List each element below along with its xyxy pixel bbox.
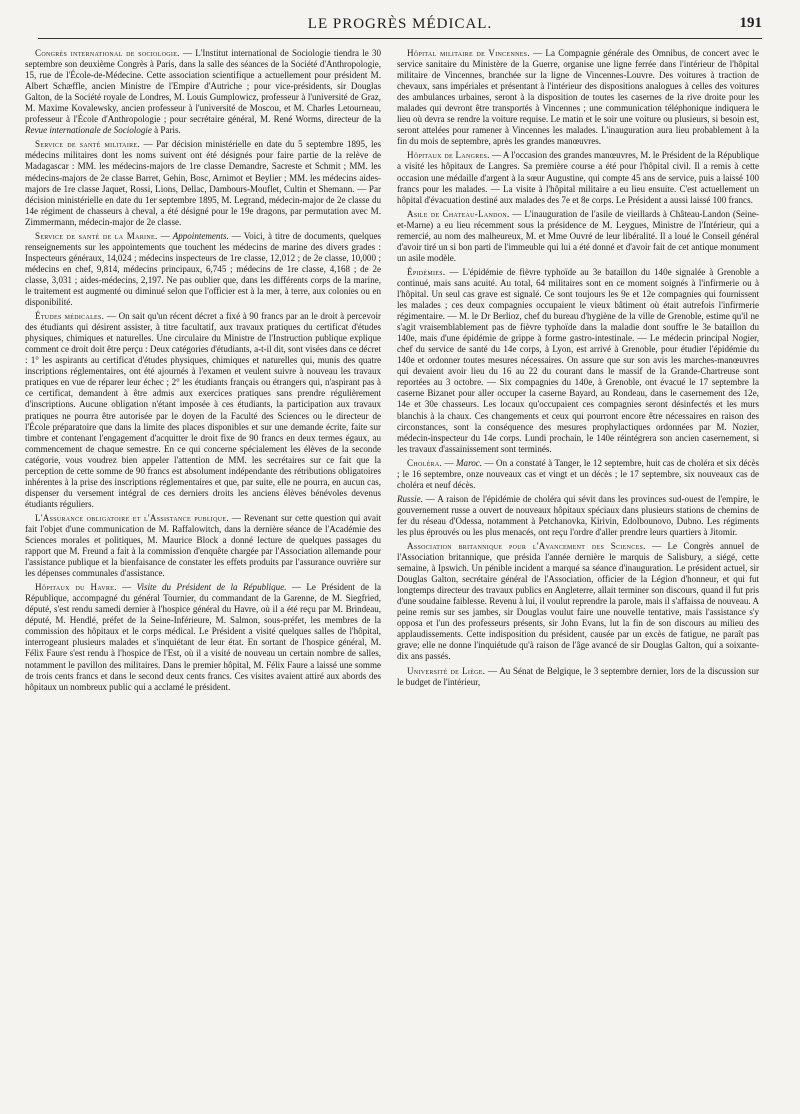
article-heading: L'Assurance obligatoire et l'Assistance publique.	[35, 512, 229, 523]
article-text: — On sait qu'un récent décret a fixé à 90 francs par an le droit à percevoir des étudiants qui désirent assister, à titre facultatif, aux travaux pratiques du certificat d'études physiques, chimiques et naturelles. Une circulaire du Ministre de l'Instruction publique explique comment ce droit doit être perçu : Deux catégories d'étudiants, a-t-il dit, sont visées dans ce décret : 1° les aspirants au certificat d'études physiques, chimiques et naturelles qui, munis des quatre inscriptions réglementaires, ont été ajournés à l'examen et veulent suivre à nouveau les travaux pratiques en vue de réparer leur échec ; 2° les étudiants français ou étrangers qui, n'aspirant pas à ce certificat, demandent à être admis aux exercices pratiques sans prendre régulièrement d'inscriptions. Aucune obligation n'étant imposée à ces étudiants, la participation aux travaux pratiques ne pourra être autorisée par le doyen de la Faculté des Sciences ou le directeur de l'École préparatoire que dans la limite des places disponibles et sur une demande écrite, faite sur timbre et contenant l'engagement d'acquitter le droit fixe de 90 francs en deux termes égaux, au commencement de chaque semestre. En ce qui concerne spécialement les élèves de la seconde catégorie, vous voudrez bien appeler l'attention de MM. les secrétaires sur ce fait que la perception de cette somme de 90 francs est absolument indépendante des rétributions obligatoires inhérentes à la prise des inscriptions réglementaires et que, par suite, elle ne pourra, en aucun cas, dispenser du versement intégral de ces derniers droits les anciens élèves bénévoles devenus étudiants réguliers.	[25, 311, 381, 509]
article-heading: Asile de Chateau-Landon.	[407, 208, 510, 219]
article-paragraph	[397, 267, 759, 455]
article-paragraph	[397, 458, 759, 491]
article-text: — Le Président de la République, accompagné du général Tournier, du commandant de la Garenne, de M. Siegfried, député, s'est rendu samedi dernier à l'hospice général du Havre, où il a été reçu par M. Brindeau, député, M. Hendlé, préfet de la Seine-Inférieure, M. Salmon, sous-préfet, les membres de la commission des hôpitaux et le corps médical. Le Président a visité quelques salles de l'hôpital, interrogeant plusieurs malades et s'inquiétant de leur état. En sortant de l'hospice général, M. Félix Faure s'est rendu à l'hospice de l'Est, où il a visité de nouveau un certain nombre de salles, notamment le pavillon des militaires. Dans le premier hôpital, M. Félix Faure a laissé une somme de trois cents francs et dans le second deux cents francs. Ces visites avaient attiré aux abords des hôpitaux un nombreux public qui a acclamé le président.	[25, 582, 381, 692]
article-heading: Choléra.	[407, 457, 443, 468]
article-paragraph	[25, 231, 381, 308]
article-text: — On a constaté à Tanger, le 12 septembre, huit cas de choléra et six décès ; le 16 septembre, onze nouveaux cas et vingt et un décès ; le 17 septembre, six nouveaux cas de choléra et neuf décès.	[397, 457, 759, 490]
article-text: — Revenant sur cette question qui avait fait l'objet d'une communication de M. Raffalowitch, dans la dernière séance de l'Académie des Sciences morales et politiques, M. Maurice Block a donné lecture de quelques passages du rapport que M. Freund a fait à la commission d'enquête chargée par l'Association allemande pour l'assistance publique et la bienfaisance de constater les effets produits par l'assurance ouvrière sur les dépenses communales d'assistance.	[25, 512, 381, 579]
article-text: —	[442, 457, 457, 468]
article-paragraph	[397, 666, 759, 688]
article-paragraph	[397, 541, 759, 663]
article-paragraph	[25, 513, 381, 579]
article-heading: Épidémies.	[407, 266, 446, 277]
right-column	[397, 48, 759, 1102]
article-subheading: Russie.	[397, 493, 423, 504]
article-paragraph	[397, 494, 759, 538]
article-paragraph	[397, 209, 759, 264]
article-heading: Hôpital militaire de Vincennes.	[407, 48, 530, 58]
article-subheading: Revue internationale de Sociologie	[25, 125, 152, 136]
article-text: — A l'occasion des grandes manœuvres, M. le Président de la République a visité les hôpitaux de Langres. Sa première course a été pour l'hôpital civil. Il a remis à cette occasion une médaille d'argent à la sœur Augustine, qui compte 45 ans de service, puis a laissé 100 francs pour les malades. — La visite à l'hôpital militaire a eu lieu ensuite. C'est actuellement un hôpital d'évacuation destiné aux malades des 7e et 8e corps. Le Président a aussi laissé 100 francs.	[397, 150, 759, 205]
article-heading: Hôpitaux de Langres.	[407, 150, 490, 161]
article-text: — L'Institut international de Sociologie tiendra le 30 septembre son deuxième Congrès à Paris, dans la salle des séances de la Société d'Anthropologie, 15, rue de l'École-de-Médecine. Cette association scientifique a actuellement pour président M. Albert Schæffle, ancien Ministre de l'Empire d'Autriche ; pour vice-présidents, sir Douglas Galton, de la Société royale de Londres, M. Louis Gumplowicz, professeur à l'université de Graz, M. Maxime Kovalewsky, ancien professeur à l'université de Moscou, et M. Charles Letourneau, professeur à l'École d'Anthropologie ; pour secrétaire général, M. René Worms, directeur de la	[25, 48, 381, 125]
article-text: — Voici, à titre de documents, quelques renseignements sur les appointements que touchent les médecins de marine des divers grades : Inspecteurs généraux, 14,024 ; médecins inspecteurs de 1re classe, 12,012 ; de 2e classe, 10,000 ; médecins en chef, 9,814, médecins principaux, 6,745 ; médecins de 1re classe, 4,168 ; de 2e classe, 3,031 ; aides-médecins, 2,197. Ne pas oublier que, dans les différents corps de la marine, le traitement est augmenté ou diminué selon que l'officier est à la mer, à terre, aux colonies ou en disponibilité.	[25, 230, 381, 308]
article-subheading: Visite du Président de la République.	[136, 582, 287, 593]
article-heading: Association britannique pour l'Avancement des Sciences.	[407, 541, 646, 552]
article-paragraph	[25, 48, 381, 136]
article-text: — A raison de l'épidémie de choléra qui sévit dans les provinces sud-ouest de l'empire, le gouvernement russe a ouvert de nouveaux hôpitaux spéciaux dans plusieurs stations de chemins de fer du réseau d'Odessa, notamment à Petchanovka, Kirivin, Edolbounovo, Dubno. Les régiments les plus éprouvés ou les plus menacés, ont reçu l'ordre d'aller prendre leurs quartiers à Jitomir.	[397, 493, 759, 537]
article-paragraph	[397, 48, 759, 147]
article-heading: Service de santé militaire.	[35, 139, 140, 150]
article-subheading: Maroc.	[456, 457, 483, 468]
article-text: — Par décision ministérielle en date du 5 septembre 1895, les médecins militaires dont les noms suivent ont été désignés pour faire partie de la relève de Madagascar : MM. les médecins-majors de 1re classe Demandre, Sacreste et Schmit ; MM. les médecins-majors de 2e classe Barret, Gehin, Bosc, Arnimot et Beylier ; MM. les médecins aides-majors de 1re classe Jaquet, Rossi, Lions, Dellac, Dambours-Mouflet, Cultin et Shemann. — Par décision ministérielle en date du 1er septembre 1895, M. Legrand, médecin-major de 2e classe du 14e régiment de chasseurs à cheval, a été désigné pour le 19e dragons, par permutation avec M. Zimmermann, médecin-major de 2e classe.	[25, 139, 381, 227]
article-text: — L'inauguration de l'asile de vieillards à Château-Landon (Seine-et-Marne) a eu lieu récemment sous la présidence de M. Leygues, Ministre de l'Intérieur, qui a remercié, au nom des malheureux, M. et Mme Ouvré de leur libéralité. Il a loué le Conseil général d'avoir tiré un si bon parti de l'immeuble qui lui a été donné et d'avoir fait de cet antique monument un asile modèle.	[397, 208, 759, 263]
article-paragraph	[25, 311, 381, 510]
left-column	[25, 48, 381, 1102]
journal-title: LE PROGRÈS MÉDICAL.	[307, 16, 493, 32]
article-heading: Congrès international de sociologie.	[35, 48, 180, 58]
article-paragraph	[25, 139, 381, 227]
page-number: 191	[739, 15, 762, 31]
article-text: — Au Sénat de Belgique, le 3 septembre dernier, lors de la discussion sur le budget de l'intérieur,	[397, 665, 759, 687]
article-heading: Études médicales.	[35, 311, 105, 322]
article-heading: Université de Liège.	[407, 665, 486, 676]
article-text: —	[157, 230, 173, 241]
article-subheading: Appointements.	[172, 230, 229, 241]
article-paragraph	[397, 150, 759, 205]
article-text: — Le Congrès annuel de l'Association britannique, que présida l'année dernière le marquis de Salisbury, a siégé, cette semaine, à Ipswich. Un pénible incident a marqué sa séance d'inauguration. Le président actuel, sir Douglas Galton, secrétaire général de l'Association, officier de la Légion d'honneur, et qui fut longtemps directeur des travaux publics en Angleterre, allait terminer son discours, quand il fut pris d'une soudaine faiblesse. Revenu à lui, il voulut reprendre la parole, mais il s'affaissa de nouveau. A peine remis sur ses jambes, sir Douglas voulut faire une nouvelle tentative, mais l'assistance s'y opposa et l'un des professeurs présents, sir John Evans, lut la fin de son discours au milieu des applaudissements. Cette indisposition du président, causée par un excès de fatigue, ne paraît pas grave; elle ne donne l'inquiétude qu'à raison de l'âge avancé de sir Douglas Galton, qui a soixante-dix ans passés.	[397, 541, 759, 662]
article-text: à Paris.	[151, 125, 181, 136]
article-text: —	[116, 582, 137, 593]
article-heading: Service de santé de la Marine.	[35, 230, 158, 241]
page-header	[38, 14, 762, 39]
article-text: — La Compagnie générale des Omnibus, de concert avec le service sanitaire du Ministère de la Guerre, organise une ligne ferrée dans l'intérieur de l'hôpital militaire de Vincennes, branchée sur la ligne de Vincennes-Louvre. Des voitures à traction de chevaux, sans impériales et présentant à l'intérieur des dispositions analogues à celles des voitures des ambulances urbaines, seront à la disposition de toutes les casernes de la rive droite pour les malades qui devront être transportés à Vincennes ; une communication téléphonique indiquera le lieu où devra se rendre la voiture requise. Le matin et le soir une voiture ou plusieurs, si besoin est, seront attelées pour ramener à Vincennes les malades. L'inauguration aura lieu probablement à la fin du mois de septembre, après les grandes manœuvres.	[397, 48, 759, 147]
article-paragraph	[25, 582, 381, 692]
article-heading: Hôpitaux du Havre.	[35, 582, 117, 593]
article-text: — L'épidémie de fièvre typhoïde au 3e bataillon du 140e signalée à Grenoble a continué, mais sans acuité. Au total, 64 militaires sont en ce moment soignés à l'infirmerie ou à l'hôpital. Un seul cas grave est signalé. Ce sont toujours les 9e et 12e compagnies qui fournissent les malades ; ces deux compagnies occupaient le vieux bâtiment où était autrefois l'infirmerie régimentaire. — M. le Dr Berlioz, chef du bureau d'hygiène de la ville de Grenoble, estime qu'il ne s'agit vraisemblablement pas de fièvre typhoïde dans la maladie dont souffre le 3e bataillon du 140e, mais d'une épidémie de grippe à forme gastro-intestinale. — Le médecin principal Nogier, chef du service de santé du 14e corps, à Lyon, est arrivé à Grenoble, pour étudier l'épidémie du 140e et ordonner toutes mesures nécessaires. On assure que sur son avis les marches-manœuvres qui devaient avoir lieu du 16 au 22 du courant dans le massif de la Grande-Chartreuse sont reportées au 3 octobre. — Six compagnies du 140e, à Grenoble, ont évacué le 17 septembre la caserne Bizanet pour aller occuper la caserne Bayard, au Rondeau, dans le casernement des 12e, 14e et 30e chasseurs. Les locaux qu'occupaient ces compagnies seront désinfectés et les murs blanchis à la chaux. Ces changements et ceux qui pourront encore être nécessaires en raison des circonstances, sont la conséquence des mesures prophylactiques ordonnées par M. Nozier, médecin-inspecteur du 14e corps. Lundi prochain, le 140e réintégrera son ancien casernement, si les travaux d'assainissement sont terminés.	[397, 266, 759, 454]
